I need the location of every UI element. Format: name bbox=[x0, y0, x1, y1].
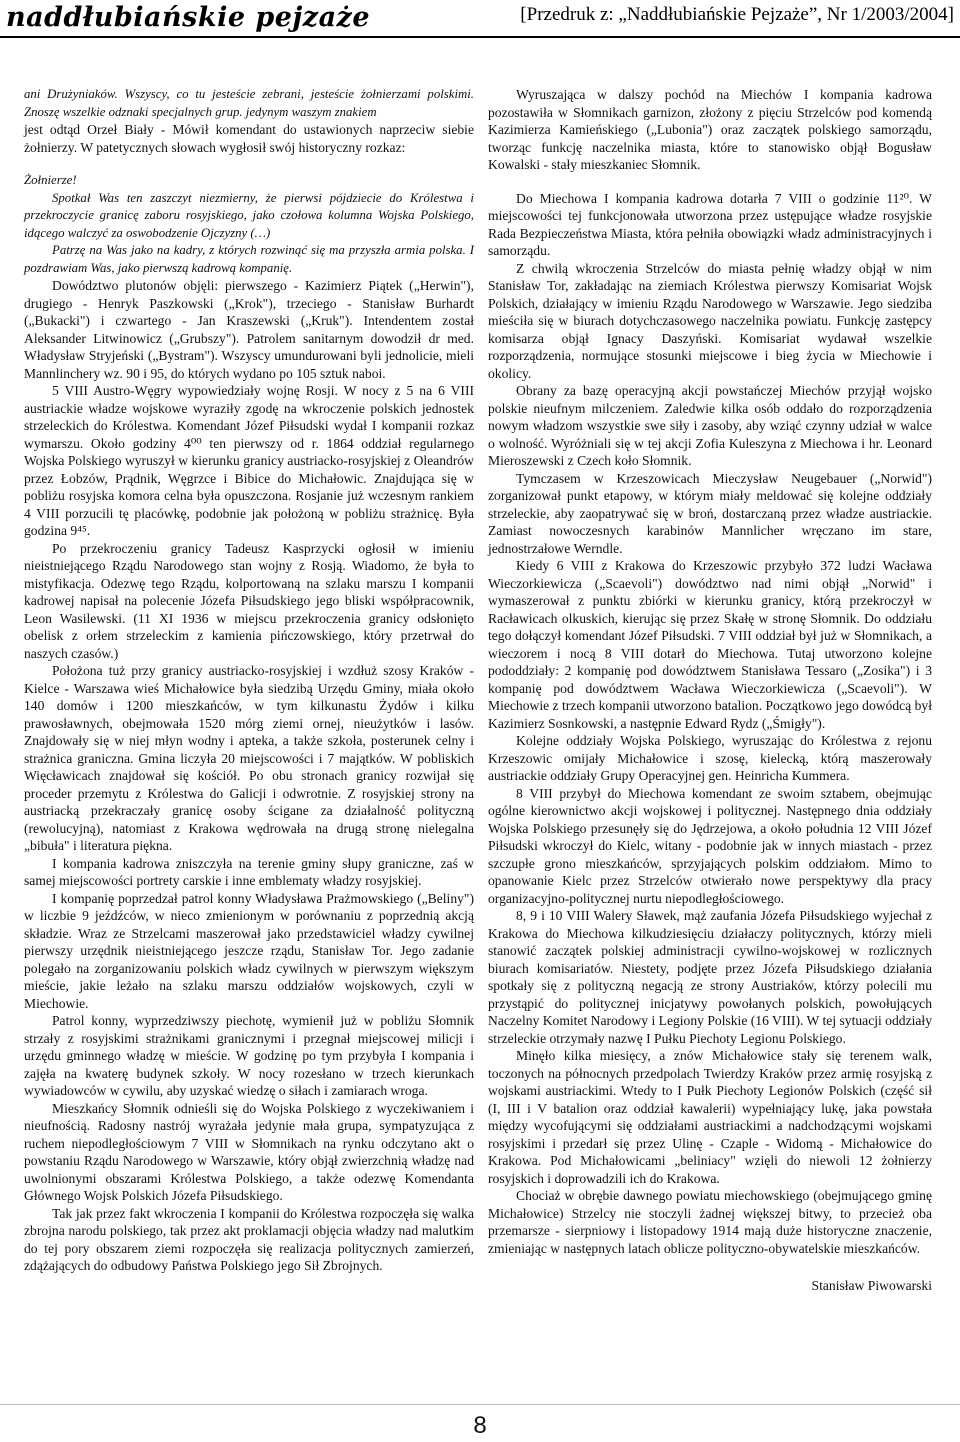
paragraph: 8, 9 i 10 VIII Walery Sławek, mąż zaufania Józefa Piłsudskiego wyjechał z Krakowa do Miechowa kilkudziesięciu działaczy politycznych, którzy mieli stanowić zaczątek polskiej administracji cywilno-wojskowej w rozlicznych biurach komisariatów. Niestety, podjęte przez Józefa Piłsudskiego działania spotkały się z polityczną negacją ze strony Austriaków, którzy polecili mu przystąpić do politycznej inicjatywy powołanych polskich, powołujących Naczelny Komitet Narodowy i Legiony Polskie (16 VIII). W tej sytuacji oddziały strzeleckie otrzymały nazwę I Pułku Piechoty Legionu Polskiego. bbox=[488, 908, 932, 1046]
author-signature: Stanisław Piwowarski bbox=[811, 1278, 932, 1293]
paragraph: Tak jak przez fakt wkroczenia I kompanii do Królestwa rozpoczęła się walka zbrojna narodu polskiego, tak przez akt proklamacji objęcia władzy nad malutkim do tej pory obszarem ziemi rozpoczęła się realizacja politycznych zamierzeń, zdążających do odbudowy Państwa Polskiego jego Sił Zbrojnych. bbox=[24, 1205, 474, 1273]
paragraph: 5 VIII Austro-Węgry wypowiedziały wojnę Rosji. W nocy z 5 na 6 VIII austriackie władze wojskowe wyraziły zgodę na wkroczenie polskich jednostek strzeleckich do Królestwa. Komendant Józef Piłsudski wydał I kompanii rozkaz wymarszu. Około godziny 4⁰⁰ ten pierwszy od r. 1864 oddział regularnego Wojska Polskiego wyruszył w kierunku granicy austriacko-rosyjskiej z Oleandrów przez Łobzów, Prądnik, Węgrzce i Bibice do Michałowic. Znajdująca się w pobliżu rosyjska komora celna była opuszczona. Rosjanie już wczesnym rankiem 4 VIII porzucili tę placówkę, podobnie jak położoną w pobliżu strażnicę. Była godzina 9⁴⁵. bbox=[24, 383, 474, 538]
paragraph: Żołnierze! bbox=[24, 173, 77, 187]
paragraph: Obrany za bazę operacyjną akcji powstańczej Miechów przyjął wojsko polskie nieufnym milczeniem. Zaledwie kilka osób oddało do rozporządzenia nowym władzom wszystkie swe siły i zasoby, aby wziąć czynny udział w walce o wolność. Wyróżniali się w tej akcji Zofia Kuleszyna z Miechowa i hr. Leonard Mieroszewski z Czech koło Słomnik. bbox=[488, 383, 932, 468]
paragraph: I kompanię poprzedzał patrol konny Władysława Prażmowskiego („Beliny") w liczbie 9 jeźdźców, w nieco zmienionym w porównaniu z poprzednią akcją składzie. Wraz ze Strzelcami maszerował jako przedstawiciel władzy cywilnej pierwszy urzędnik nieistniejącego jeszcze rządu, Stanisław Tor. Jego zadanie polegało na zorganizowaniu polskich władz cywilnych w pierwszym większym mieście, jakie leżało na szlaku marszu oddziałów wojskowych, czyli w Miechowie. bbox=[24, 890, 474, 1011]
left-column bbox=[24, 86, 474, 1275]
paragraph: Patrol konny, wyprzedziwszy piechotę, wymienił już w pobliżu Słomnik strzały z rosyjskimi strażnikami granicznymi i przegnał miejscowej milicji i urzędu gminnego władzę w mieście. W godzinę po tym przybyła I kompania i zajęła na kwaterę budynek szkoły. W nocy rozesłano w trzech kierunkach wywiadowców w cywilu, aby uzyskać wiedzę o siłach i zamiarach wroga. bbox=[24, 1013, 474, 1098]
right-column bbox=[488, 86, 932, 1295]
footer-rule bbox=[0, 1404, 960, 1405]
paragraph: Tymczasem w Krzeszowicach Mieczysław Neugebauer („Norwid") zorganizował punkt etapowy, w którym miały meldować się kolejne oddziały strzeleckie, aby zaopatrywać się w broń, dostarczaną przez władze austriackie. Zamiast nowoczesnych karabinów Mannlicher wręczano im stare, jednostrzałowe Werndle. bbox=[488, 470, 932, 556]
header-rule bbox=[0, 36, 960, 38]
paragraph: ani Drużyniaków. Wszyscy, co tu jesteście zebrani, jesteście żołnierzami polskimi. Znoszę wszelkie odznaki specjalnych grup. jedynym waszym znakiem bbox=[24, 87, 474, 119]
paragraph: Spotkał Was ten zaszczyt niezmierny, że pierwsi pójdziecie do Królestwa i przekroczycie granicę zaboru rosyjskiego, jako czołowa kolumna Wojska Polskiego, idącego walczyć za oswobodzenie Ojczyzny (…) bbox=[24, 190, 474, 240]
paragraph: Dowództwo plutonów objęli: pierwszego - Kazimierz Piątek („Herwin"), drugiego - Henryk Paszkowski („Krok"), trzeciego - Stanisław Burhardt („Bukacki") i czwartego - Jan Kraszewski („Kruk"). Intendentem został Aleksander Litwinowicz („Grubszy"). Patrolem sanitarnym dowodził dr med. Władysław Stryjeński („Bystram"). Wszyscy umundurowani byli jednolicie, mieli Mannlinchery wz. 90 i 95, do których wydano po 105 sztuk naboi. bbox=[24, 278, 474, 381]
page-header bbox=[0, 0, 960, 38]
paragraph: jest odtąd Orzeł Biały - Mówił komendant do ustawionych naprzeciw siebie żołnierzy. W patetycznych słowach wygłosił swój historyczny rozkaz: bbox=[24, 122, 474, 155]
paragraph: Do Miechowa I kompania kadrowa dotarła 7 VIII o godzinie 11²⁰. W miejscowości tej funkcjonowała utworzona przez ustępujące władze rosyjskie Rada Bezpieczeństwa Miasta, która pełniła obowiązki władz administracyjnych i samorządu. bbox=[488, 190, 932, 258]
paragraph: Chociaż w obrębie dawnego powiatu miechowskiego (obejmującego gminę Michałowice) Strzelcy nie stoczyli żadnej większej bitwy, to przecież oba przemarsze - sierpniowy i listopadowy 1914 mają duże historyczne znaczenie, zmieniając w następnych latach oblicze polityczno-obywatelskie mieszkańców. bbox=[488, 1188, 932, 1256]
paragraph: Po przekroczeniu granicy Tadeusz Kasprzycki ogłosił w imieniu nieistniejącego Rządu Narodowego stan wojny z Rosją. Wiadomo, że była to mistyfikacja. Odezwę tego Rządu, kolportowaną na szlaku marszu I kompanii kadrowej napisał na polecenie Józefa Piłsudskiego jego bliski współpracownik, Leon Wasilewski. (11 XI 1936 w miejscu przekroczenia granicy odsłonięto obelisk z orłem strzeleckim z kamienia pińczowskiego, który przetrwał do naszych czasów.) bbox=[24, 540, 474, 661]
paragraph-gap bbox=[24, 156, 474, 172]
paragraph: Kolejne oddziały Wojska Polskiego, wyruszając do Królestwa z rejonu Krzeszowic omijały Michałowice i szosę, kielecką, którą maszerowały austriackie oddziały Grupy Operacyjnej gen. Heinricha Kummera. bbox=[488, 733, 932, 783]
paragraph: Mieszkańcy Słomnik odnieśli się do Wojska Polskiego z wyczekiwaniem i nieufnością. Radosny nastrój wyrażała jedynie mała grupa, sympatyzująca z ruchem niepodległościowym 7 VIII w Słomnikach na rynku odczytano akt o powstaniu Rządu Narodowego w Warszawie, który objął zwierzchnią władzę nad uwolnionymi obszarami Królestwa Polskiego, a także odezwę Komendanta Głównego Wojsk Polskich Józefa Piłsudskiego. bbox=[24, 1100, 474, 1203]
paragraph: Położona tuż przy granicy austriacko-rosyjskiej i wzdłuż szosy Kraków - Kielce - Warszawa wieś Michałowice była siedzibą Urzędu Gminy, miała około 140 domów i 1200 mieszkańców, w tym kilkunastu Żydów i kilku prawosławnych, obejmowała 1520 mórg ziemi ornej, nieużytków i lasów. Znajdowały się w niej młyn wodny i apteka, a także szkoła, posterunek celny i strażnica graniczna. Gmina liczyła 20 miejscowości i 7 majątków. W pobliskich Więcławicach znajdował się kościół. Po obu stronach granicy rozwijał się proceder przemytu z Królestwa do Galicji i odwrotnie. Z rosyjskiej strony na austriacką przekraczały granicę osoby ścigane za działalność polityczną (rewolucyjną), natomiast z Krakowa wędrowała na drugą stronę nielegalna „bibuła" i literatura piękna. bbox=[24, 663, 474, 853]
paragraph-gap bbox=[488, 174, 932, 190]
paragraph: 8 VIII przybył do Miechowa komendant ze swoim sztabem, obejmując ogólne kierownictwo akcji wojskowej i politycznej. Następnego dnia oddziały Wojska Polskiego przesunęły się do Jędrzejowa, a około południa 12 VIII Józef Piłsudski wkroczył do Kielc, witany - podobnie jak w innych miastach - przez szczupłe grono mieszkańców, sprzyjających polskim oddziałom. Mimo to opanowanie Kielc przez Strzelców otwierało nowe perspektywy dla pracy organizacyjno-politycznej nurtu niepodległościowego. bbox=[488, 785, 932, 906]
paragraph: Kiedy 6 VIII z Krakowa do Krzeszowic przybyło 372 ludzi Wacława Wieczorkiewicza („Scaevoli") dowództwo nad nimi objął „Norwid" i wymaszerował z punktu zbiórki w kierunku granicy, którą przekroczył w Racławicach olkuskich, kierując się przez Skałę w stronę Słomnik. Do oddziału tego dołączył komendant Józef Piłsudski. 7 VIII oddział był już w Słomnikach, a wieczorem i nocą 8 VIII dotarł do Miechowa. Tutaj utworzono kolejne pododdziały: 2 kompanię pod dowództwem Stanisława Tessaro („Zosika") i 3 kompanię pod dowództwem Wacława Wieczorkiewicza („Scaevoli"). W Miechowie z trzech kompanii utworzono batalion. Początkowo jego dowódcą był Kazimierz Sosnkowski, a następnie Edward Rydz („Śmigły"). bbox=[488, 558, 932, 731]
reprint-source-title: [Przedruk z: „Naddłubiańskie Pejzaże”, Nr 1/2003/2004] bbox=[520, 4, 954, 25]
paragraph: Patrzę na Was jako na kadry, z których rozwinąć się ma przyszła armia polska. I pozdrawiam Was, jako pierwszą kadrową kompanię. bbox=[24, 243, 474, 275]
paragraph: Z chwilą wkroczenia Strzelców do miasta pełnię władzy objął w nim Stanisław Tor, zakładając na ziemiach Królestwa pierwszy Komisariat Wojsk Polskich, działający w imieniu Rządu Narodowego w Warszawie. Jego siedziba mieściła się w biurach dotychczasowego naczelnika powiatu. Funkcję zastępcy komisarza objął Ignacy Daszyński. Komisariat wydawał wszelkie rozporządzenia, normujące stosunki miejscowe i bieg życia w Miechowie i okolicy. bbox=[488, 260, 932, 381]
page-number: 8 bbox=[473, 1412, 487, 1439]
paragraph: I kompania kadrowa zniszczyła na terenie gminy słupy graniczne, zaś w samej miejscowości portrety carskie i inne emblematy władzy rosyjskiej. bbox=[24, 855, 474, 888]
paragraph: Wyruszająca w dalszy pochód na Miechów I kompania kadrowa pozostawiła w Słomnikach garnizon, złożony z pięciu Strzelców pod komendą Kazimierza Kamieńskiego („Lubonia") oraz zaczątek polskiego samorządu, tworząc funkcję naczelnika miasta, które to stanowisko objął Bogusław Kowalski - stały mieszkaniec Słomnik. bbox=[488, 87, 932, 172]
paragraph: Minęło kilka miesięcy, a znów Michałowice stały się terenem walk, toczonych na północnych przedpolach Twierdzy Kraków przez armię rosyjską z wojskami austriackimi. Wtedy to I Pułk Piechoty Legionów Polskich (część sił (I, III i V batalion oraz oddział kawalerii) wypełniający lukę, jaka powstała między wycofującymi się oddziałami austriackimi a nadchodzącymi wojskami rosyjskimi i przedarł się przez Ulinę - Czaple - Widomą - Michałowice do Krakowa. Pod Michałowicami „beliniacy" wzięli do niewoli 12 żołnierzy rosyjskich i doprowadzili ich do Krakowa. bbox=[488, 1048, 932, 1186]
magazine-logo: naddłubiańskie pejzaże bbox=[6, 2, 371, 33]
